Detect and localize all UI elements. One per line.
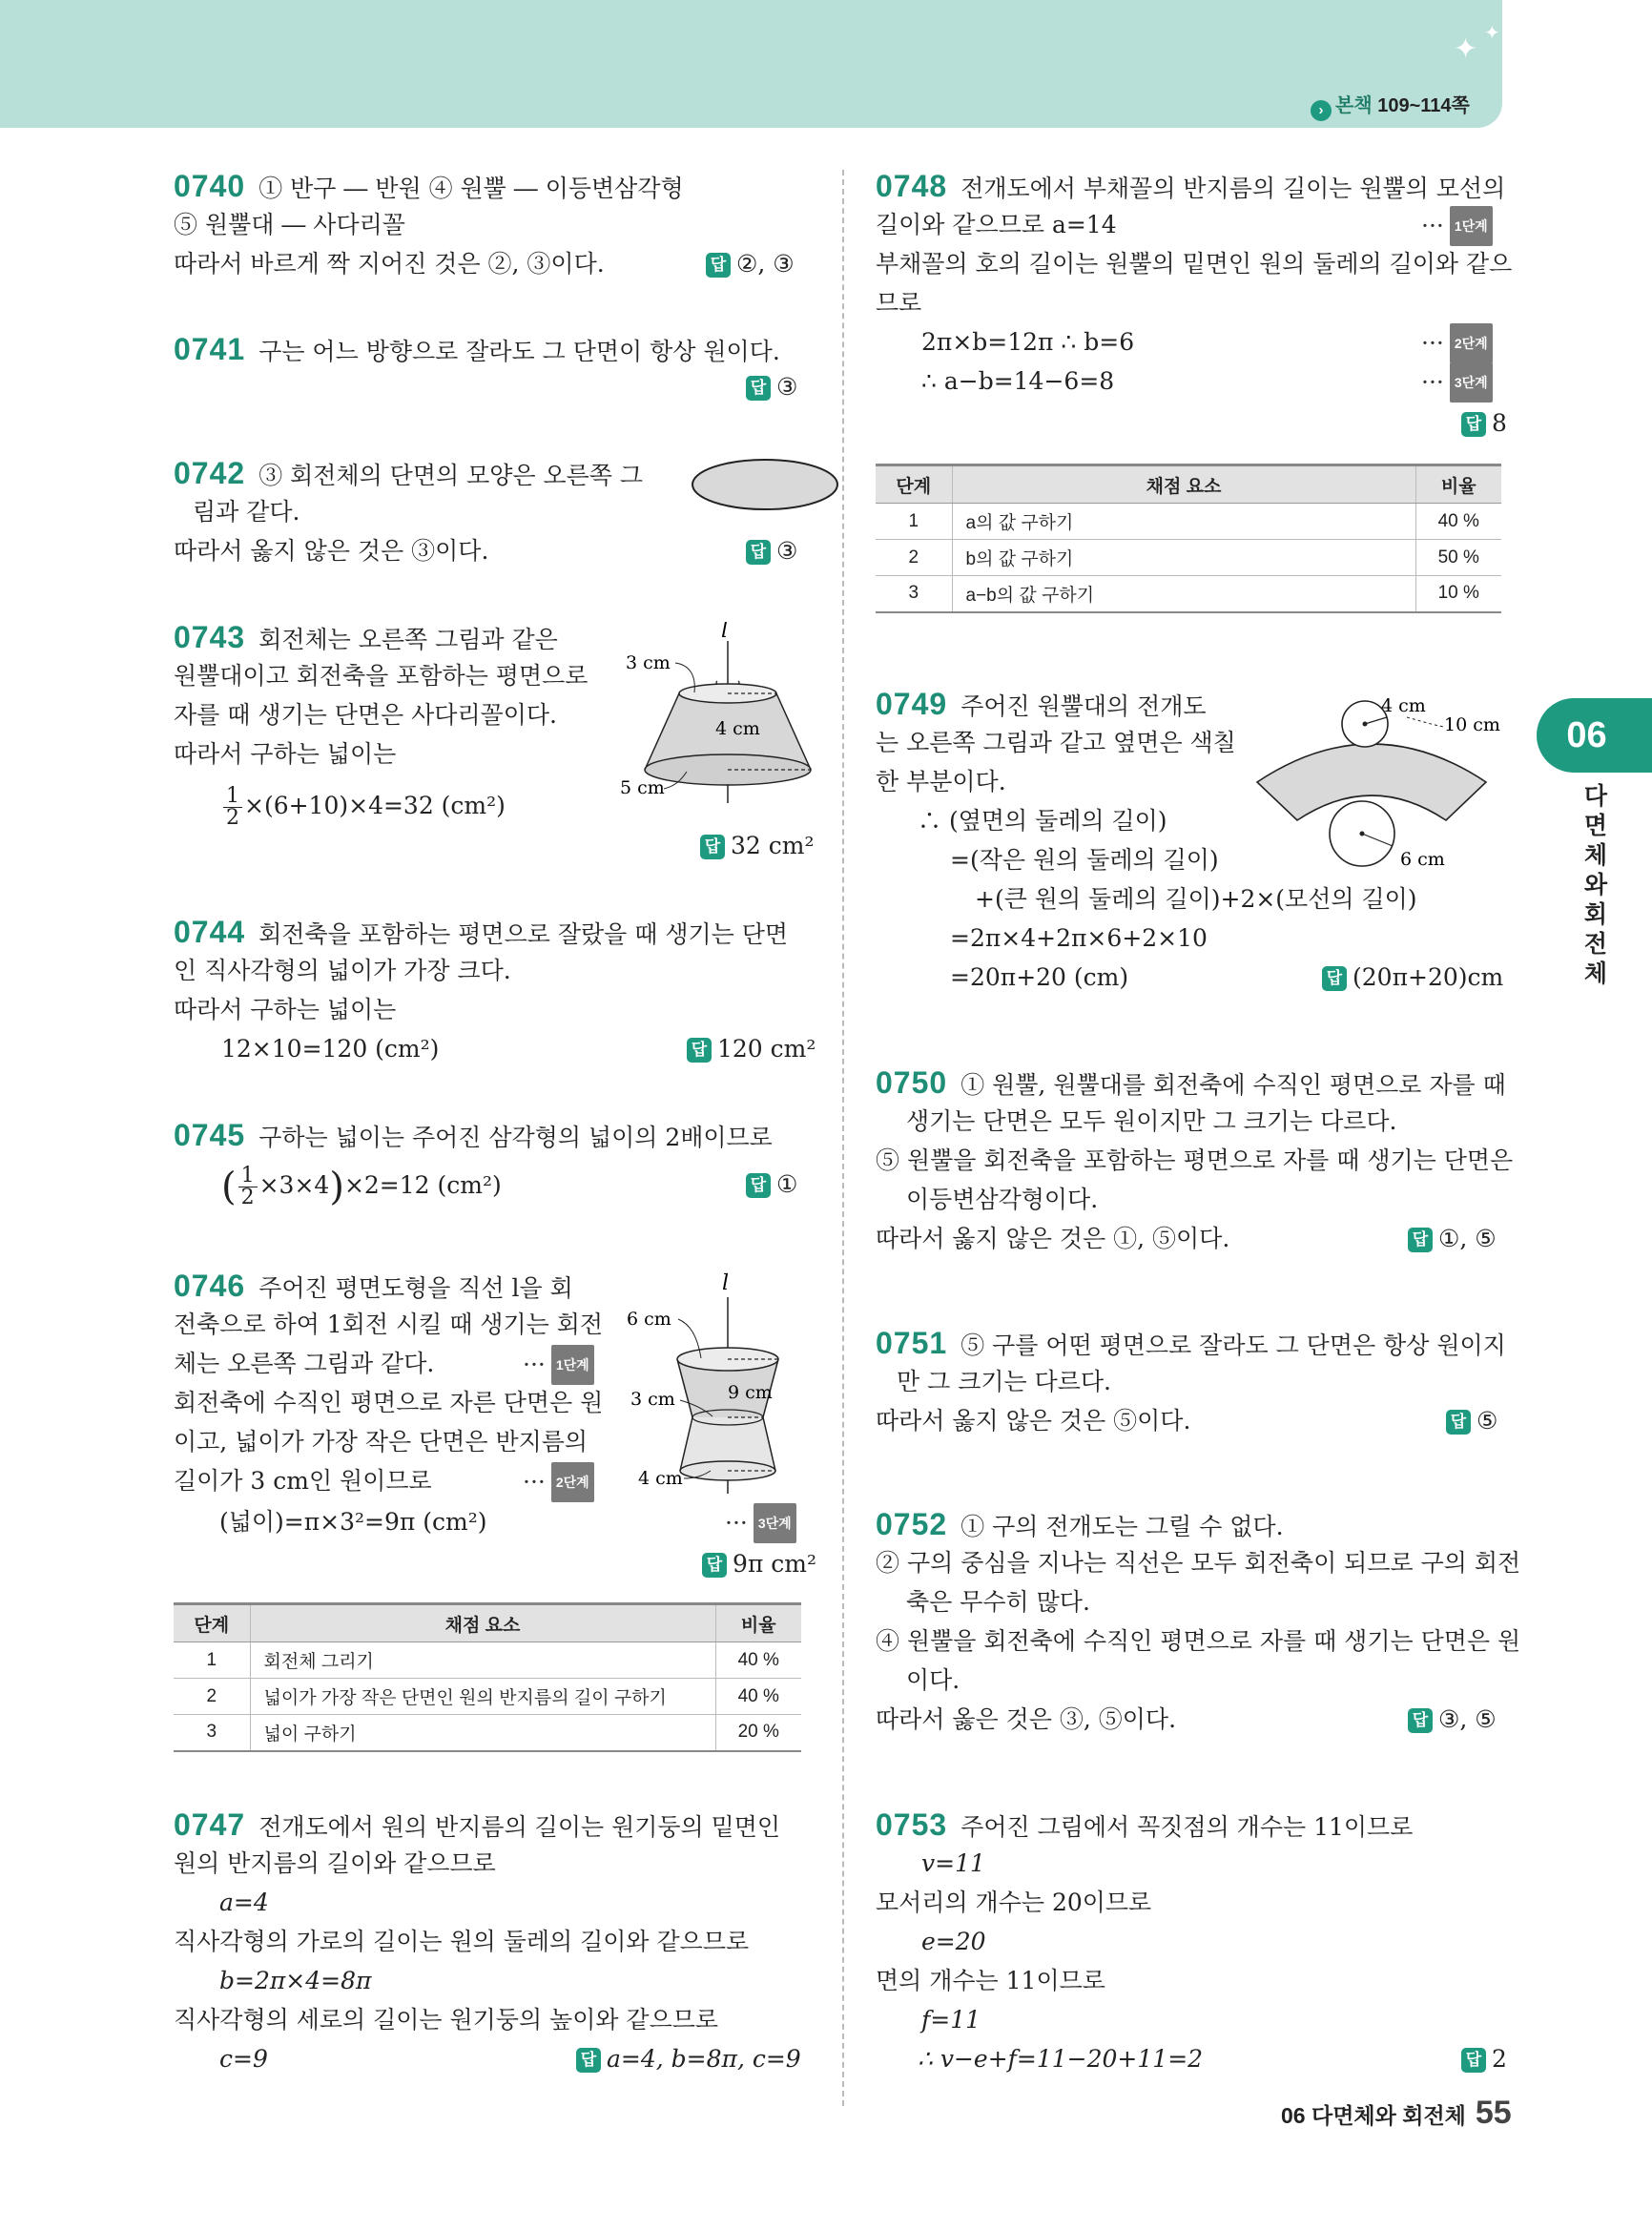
answer-0753 <box>1461 2040 1507 2078</box>
problem-0744-line3: 따라서 구하는 넓이는 <box>174 996 397 1023</box>
step-marker <box>523 1462 594 1502</box>
truncated-cone-figure <box>620 622 839 813</box>
ellipse-cross-section-figure <box>689 456 841 513</box>
answer-value: a=4, b=8π, c=9 <box>607 2045 801 2073</box>
problem-number: 0745 <box>174 1118 246 1152</box>
text: ×2=12 (cm²) <box>343 1171 502 1199</box>
answer-0741 <box>746 368 797 406</box>
table-header: 비율 <box>1415 465 1501 504</box>
problem-0752-line5: 이다. <box>906 1666 960 1694</box>
answer-value: ③, ⑤ <box>1438 1705 1497 1733</box>
table-row <box>174 1715 801 1751</box>
chapter-tab: 06 <box>1537 698 1652 773</box>
answer-tag: 답 <box>1322 966 1347 991</box>
answer-tag: 답 <box>746 1173 771 1198</box>
answer-0749 <box>1322 959 1503 997</box>
text: ×3×4 <box>258 1171 330 1199</box>
page-number: 55 <box>1475 2095 1512 2131</box>
step-badge: 2단계 <box>1450 323 1493 363</box>
problem-0747-line2: 원의 반지름의 길이와 같으므로 <box>174 1849 496 1877</box>
problem-0749-line3: 한 부분이다. <box>876 768 1006 795</box>
problem-0748-line3: 부채꼴의 호의 길이는 원뿔의 밑면인 원의 둘레의 길이와 같으 <box>876 250 1513 278</box>
table-header: 단계 <box>174 1604 250 1642</box>
dots: ··· <box>1421 212 1444 239</box>
denominator: 2 <box>226 806 239 830</box>
sparkle-icon: ✦ <box>1484 21 1500 44</box>
problem-number: 0750 <box>876 1065 948 1100</box>
ref-label: 본책 <box>1335 95 1373 116</box>
problem-number: 0749 <box>876 687 948 721</box>
step-marker <box>725 1503 796 1543</box>
step-badge: 3단계 <box>1450 362 1493 403</box>
problem-0742-line1 <box>174 454 643 495</box>
step-badge: 2단계 <box>551 1462 594 1502</box>
text: 주어진 그림에서 꼭짓점의 개수는 11이므로 <box>960 1813 1414 1841</box>
table-cell: b의 값 구하기 <box>952 540 1415 576</box>
text: 주어진 원뿔대의 전개도 <box>960 692 1207 720</box>
dots: ··· <box>725 1509 748 1537</box>
problem-0753-line5: 면의 개수는 11이므로 <box>876 1967 1105 1994</box>
problem-0749-line1 <box>876 685 1207 726</box>
problem-0742-line3: 따라서 옳지 않은 것은 ③이다. <box>174 537 489 565</box>
problem-0744-line4: 12×10=120 (cm²) <box>221 1035 440 1063</box>
answer-tag: 답 <box>706 253 731 278</box>
textbook-page-reference <box>1311 90 1470 121</box>
step-marker <box>1421 323 1493 363</box>
table-row <box>876 540 1501 576</box>
step-marker <box>1421 206 1493 246</box>
problem-0753-line6: f=11 <box>921 2006 981 2034</box>
problem-0748-line6: ∴ a−b=14−6=8 <box>921 367 1115 395</box>
problem-0746-line2: 전축으로 하여 1회전 시킬 때 생기는 회전 <box>174 1311 603 1338</box>
cone-frustum-net-figure <box>1249 689 1507 879</box>
denominator: 2 <box>240 1186 255 1209</box>
table-cell: 3 <box>876 576 952 612</box>
problem-number: 0748 <box>876 169 948 203</box>
problem-0743-line3: 자를 때 생기는 단면은 사다리꼴이다. <box>174 701 557 729</box>
table-cell: 넓이가 가장 작은 단면인 원의 반지름의 길이 구하기 <box>250 1679 715 1715</box>
problem-0753-line1 <box>876 1806 1413 1847</box>
answer-tag: 답 <box>576 2048 601 2073</box>
axis-label: l <box>722 1271 730 1295</box>
problem-0749-line6: +(큰 원의 둘레의 길이)+2×(모선의 길이) <box>975 885 1417 913</box>
answer-tag: 답 <box>1408 1708 1433 1733</box>
problem-0744-line2: 인 직사각형의 넓이가 가장 크다. <box>174 957 511 984</box>
answer-0743 <box>700 827 815 865</box>
answer-0745 <box>746 1166 797 1204</box>
answer-value: ③ <box>776 537 798 565</box>
problem-0744-line1 <box>174 913 788 954</box>
problem-0748-line1 <box>876 167 1505 208</box>
page-footer <box>1281 2095 1512 2132</box>
problem-number: 0744 <box>174 915 246 949</box>
problem-0749-line4: ∴ (옆면의 둘레의 길이) <box>918 807 1167 835</box>
problem-0753-line7: ∴ v−e+f=11−20+11=2 <box>918 2045 1204 2073</box>
problem-0740-line1 <box>174 167 684 208</box>
answer-0742 <box>746 532 797 570</box>
numerator: 1 <box>238 1166 258 1187</box>
arrow-right-icon: › <box>1311 100 1332 121</box>
problem-0749-line5: =(작은 원의 둘레의 길이) <box>950 846 1219 874</box>
text: ×(6+10)×4=32 (cm²) <box>244 792 506 819</box>
step-badge: 1단계 <box>1450 206 1493 246</box>
problem-0747-line1 <box>174 1806 780 1847</box>
step-badge: 1단계 <box>551 1345 594 1385</box>
problem-number: 0741 <box>174 332 246 366</box>
column-divider <box>842 170 844 2106</box>
text: 주어진 평면도형을 직선 l을 회 <box>258 1274 573 1302</box>
problem-0749-line8: =20π+20 (cm) <box>950 963 1129 991</box>
problem-number: 0740 <box>174 169 246 203</box>
problem-0752-line3: 축은 무수히 많다. <box>906 1588 1090 1616</box>
problem-0748-line2: 길이와 같으므로 a=14 <box>876 211 1117 238</box>
problem-0748-line5: 2π×b=12π ∴ b=6 <box>921 328 1135 356</box>
small-radius-label: 4 cm <box>1381 695 1426 716</box>
answer-value: 32 cm² <box>731 832 815 859</box>
problem-0740-line2: ⑤ 원뿔대 ― 사다리꼴 <box>174 211 405 238</box>
problem-0750-line2: 생기는 단면은 모두 원이지만 그 크기는 다르다. <box>906 1107 1397 1135</box>
answer-value: (20π+20)cm <box>1353 963 1504 991</box>
large-radius-label: 6 cm <box>1400 849 1445 870</box>
problem-0746-line6: 길이가 3 cm인 원이므로 <box>174 1467 432 1495</box>
answer-tag: 답 <box>1461 412 1486 437</box>
answer-0744 <box>687 1030 816 1068</box>
problem-0749-line7: =2π×4+2π×6+2×10 <box>950 924 1208 952</box>
height-label: 4 cm <box>715 718 760 739</box>
answer-0740 <box>706 245 795 283</box>
ref-range: 109~114쪽 <box>1377 95 1470 116</box>
problem-0750-line3: ⑤ 원뿔을 회전축을 포함하는 평면으로 자를 때 생기는 단면은 <box>876 1146 1514 1174</box>
problem-0753-line2: v=11 <box>921 1849 985 1877</box>
text: 전개도에서 원의 반지름의 길이는 원기둥의 밑면인 <box>258 1813 781 1841</box>
dots: ··· <box>1421 368 1444 396</box>
table-cell: 20 % <box>715 1715 801 1751</box>
answer-tag: 답 <box>1446 1410 1471 1435</box>
top-radius-label: 6 cm <box>627 1309 671 1330</box>
answer-value: ②, ③ <box>736 250 795 278</box>
answer-0747 <box>576 2040 801 2078</box>
table-cell: 2 <box>876 540 952 576</box>
answer-tag: 답 <box>1461 2048 1486 2073</box>
table-row <box>174 1642 801 1679</box>
problem-0747-line4: 직사각형의 가로의 길이는 원의 둘레의 길이와 같으므로 <box>174 1928 750 1955</box>
problem-0753-line3: 모서리의 개수는 20이므로 <box>876 1889 1152 1916</box>
fraction <box>223 786 242 829</box>
problem-0743-line4: 따라서 구하는 넓이는 <box>174 740 397 768</box>
table-cell: 1 <box>876 504 952 540</box>
problem-0750-line1 <box>876 1063 1506 1105</box>
problem-0752-line2: ② 구의 중심을 지나는 직선은 모두 회전축이 되므로 구의 회전 <box>876 1549 1521 1577</box>
text: ① 구의 전개도는 그릴 수 없다. <box>960 1513 1284 1540</box>
table-header: 단계 <box>876 465 952 504</box>
step-marker <box>1421 362 1493 403</box>
dots: ··· <box>1421 329 1444 357</box>
dots: ··· <box>523 1351 546 1378</box>
bottom-radius-label: 4 cm <box>638 1468 683 1489</box>
problem-0746-line3: 체는 오른쪽 그림과 같다. <box>174 1350 435 1377</box>
table-cell: 40 % <box>715 1679 801 1715</box>
text: 구하는 넓이는 주어진 삼각형의 넓이의 2배이므로 <box>258 1124 773 1151</box>
dots: ··· <box>523 1468 546 1496</box>
answer-value: 9π cm² <box>733 1550 817 1578</box>
answer-value: 2 <box>1492 2045 1507 2073</box>
problem-0751-line3: 따라서 옳지 않은 것은 ⑤이다. <box>876 1407 1191 1435</box>
text: ① 원뿔, 원뿔대를 회전축에 수직인 평면으로 자를 때 <box>960 1071 1506 1099</box>
answer-value: ⑤ <box>1476 1407 1498 1435</box>
problem-0752-line1 <box>876 1505 1284 1546</box>
table-row <box>174 1679 801 1715</box>
sparkle-icon: ✦ <box>1454 32 1478 66</box>
problem-0753-line4: e=20 <box>921 1928 986 1955</box>
problem-0751-line1 <box>876 1324 1506 1365</box>
answer-value: 120 cm² <box>717 1035 816 1063</box>
problem-number: 0742 <box>174 456 246 490</box>
table-cell: a−b의 값 구하기 <box>952 576 1415 612</box>
table-cell: 40 % <box>1415 504 1501 540</box>
table-cell: 10 % <box>1415 576 1501 612</box>
problem-0750-line4: 이등변삼각형이다. <box>906 1186 1099 1213</box>
slant-height-label: 10 cm <box>1444 714 1500 735</box>
table-header: 채점 요소 <box>250 1604 715 1642</box>
text: ⑤ 구를 어떤 평면으로 잘라도 그 단면은 항상 원이지 <box>960 1332 1506 1359</box>
height-label: 9 cm <box>728 1382 773 1403</box>
text: ① 반구 ― 반원 ④ 원뿔 ― 이등변삼각형 <box>258 175 684 202</box>
problem-0747-line5: b=2π×4=8π <box>219 1967 372 1994</box>
table-cell: 3 <box>174 1715 250 1751</box>
text: 구는 어느 방향으로 잘라도 그 단면이 항상 원이다. <box>258 338 780 365</box>
text: 회전축을 포함하는 평면으로 잘랐을 때 생기는 단면 <box>258 920 789 948</box>
problem-0746-line5: 이고, 넓이가 가장 작은 단면은 반지름의 <box>174 1428 589 1456</box>
problem-number: 0752 <box>876 1507 948 1541</box>
numerator: 1 <box>223 786 242 808</box>
middle-radius-label: 3 cm <box>630 1389 675 1410</box>
answer-tag: 답 <box>746 376 771 401</box>
answer-0752 <box>1408 1701 1497 1739</box>
top-radius-label: 3 cm <box>626 652 671 673</box>
problem-0751-line2: 만 그 크기는 다르다. <box>897 1368 1111 1395</box>
table-cell: 회전체 그리기 <box>250 1642 715 1679</box>
table-cell: 1 <box>174 1642 250 1679</box>
table-header: 채점 요소 <box>952 465 1415 504</box>
problem-0742-line2: 림과 같다. <box>193 498 300 526</box>
table-cell: 40 % <box>715 1642 801 1679</box>
table-cell: 50 % <box>1415 540 1501 576</box>
problem-0752-line4: ④ 원뿔을 회전축에 수직인 평면으로 자를 때 생기는 단면은 원 <box>876 1627 1521 1655</box>
problem-0740-line3: 따라서 바르게 짝 지어진 것은 ②, ③이다. <box>174 250 605 278</box>
problem-0741-line1 <box>174 330 780 371</box>
text: ③ 회전체의 단면의 모양은 오른쪽 그 <box>258 462 644 489</box>
scoring-table-0746 <box>174 1602 801 1752</box>
problem-0747-line7: c=9 <box>219 2045 268 2073</box>
answer-value: ③ <box>776 373 798 401</box>
problem-0745-line1 <box>174 1116 773 1157</box>
table-row <box>876 504 1501 540</box>
problem-0743-line1 <box>174 618 558 659</box>
answer-value: 8 <box>1492 409 1507 437</box>
problem-0752-line6: 따라서 옳은 것은 ③, ⑤이다. <box>876 1705 1177 1733</box>
problem-0746-line4: 회전축에 수직인 평면으로 자른 단면은 원 <box>174 1389 604 1416</box>
text: 회전체는 오른쪽 그림과 같은 <box>258 626 558 653</box>
fraction <box>238 1166 258 1208</box>
answer-value: ①, ⑤ <box>1438 1225 1497 1252</box>
problem-0747-line6: 직사각형의 세로의 길이는 원기둥의 높이와 같으므로 <box>174 2006 719 2034</box>
table-header: 비율 <box>715 1604 801 1642</box>
step-marker <box>523 1345 594 1385</box>
scoring-table-0748 <box>876 464 1501 613</box>
table-cell: 2 <box>174 1679 250 1715</box>
axis-label: l <box>721 622 729 643</box>
answer-0750 <box>1408 1220 1497 1258</box>
problem-0746-line7: (넓이)=π×3²=9π (cm²) <box>219 1508 487 1536</box>
answer-0748 <box>1461 404 1507 443</box>
hourglass-solid-figure <box>625 1269 844 1497</box>
step-badge: 3단계 <box>754 1503 796 1543</box>
answer-tag: 답 <box>1408 1228 1433 1252</box>
problem-0749-line2: 는 오른쪽 그림과 같고 옆면은 색칠 <box>876 729 1236 756</box>
problem-number: 0753 <box>876 1807 948 1842</box>
answer-tag: 답 <box>700 835 725 859</box>
table-cell: 넓이 구하기 <box>250 1715 715 1751</box>
page-header-band <box>0 0 1502 128</box>
table-row <box>876 576 1501 612</box>
problem-number: 0747 <box>174 1807 246 1842</box>
problem-0745-line2: ( $\frac{1}{2}$ ×3×4)×2=12 (cm²) <box>221 1164 502 1209</box>
bottom-radius-label: 5 cm <box>620 777 665 798</box>
problem-0746-line1 <box>174 1267 573 1308</box>
chapter-side-title: 다면체와 회전체 <box>1583 783 1608 987</box>
problem-0748-line4: 므로 <box>876 289 922 317</box>
answer-0746 <box>702 1545 816 1583</box>
text: 전개도에서 부채꼴의 반지름의 길이는 원뿔의 모선의 <box>960 175 1506 202</box>
problem-number: 0743 <box>174 620 246 654</box>
answer-value: ① <box>776 1170 798 1198</box>
answer-0751 <box>1446 1402 1497 1440</box>
answer-tag: 답 <box>746 540 771 565</box>
problem-0750-line5: 따라서 옳지 않은 것은 ①, ⑤이다. <box>876 1225 1230 1252</box>
problem-0747-line3: a=4 <box>219 1889 269 1916</box>
table-cell: a의 값 구하기 <box>952 504 1415 540</box>
answer-tag: 답 <box>687 1038 712 1063</box>
footer-chapter: 06 다면체와 회전체 <box>1281 2103 1466 2128</box>
problem-0743-line2: 원뿔대이고 회전축을 포함하는 평면으로 <box>174 662 589 690</box>
answer-tag: 답 <box>702 1553 727 1578</box>
problem-number: 0746 <box>174 1269 246 1303</box>
problem-0743-line5 <box>221 786 506 829</box>
problem-number: 0751 <box>876 1326 948 1360</box>
